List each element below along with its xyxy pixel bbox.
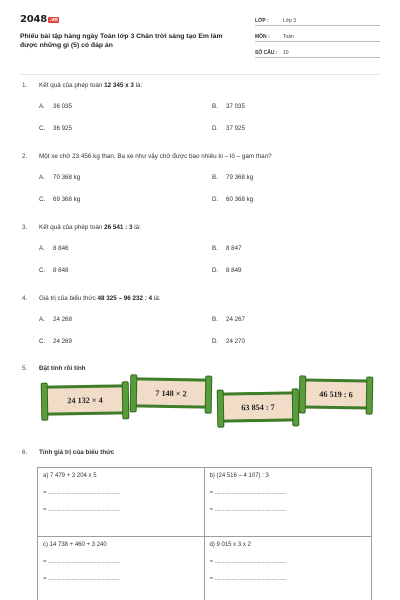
meta-value: 10: [283, 50, 289, 56]
question-number: 4.: [22, 295, 28, 302]
question-number: 3.: [22, 224, 28, 231]
scroll-card: 46 519 : 6: [304, 378, 369, 409]
meta-label: SỐ CÂU :: [255, 50, 278, 56]
logo-text: 2048: [20, 14, 48, 25]
option-a[interactable]: A. 70 368 kg: [39, 174, 81, 181]
question-text: Kết quả của phép toán: [39, 224, 103, 231]
question-text: Một xe chở 23 456 kg than. Ba xe như vậy chở được bao nhiêu ki – lô – gam than?: [39, 153, 272, 160]
question-5: [22, 365, 378, 372]
expression-table: [37, 467, 372, 600]
question-number: 6.: [22, 449, 28, 456]
question-number: 1.: [22, 82, 28, 89]
option-a[interactable]: A. 24 268: [39, 316, 72, 323]
option-d[interactable]: D. 60 368 kg: [212, 196, 254, 203]
option-d[interactable]: D. 24 270: [212, 338, 245, 345]
question-stem: [22, 295, 378, 302]
option-c[interactable]: C. 69 368 kg: [39, 196, 81, 203]
question-2: [22, 153, 378, 203]
question-expression: 26 541 : 3: [104, 224, 133, 231]
option-c[interactable]: C. 8 848: [39, 267, 69, 274]
table-cell-d: [205, 537, 372, 600]
question-suffix: là:: [135, 82, 143, 89]
answer-line[interactable]: = ...........................................: [209, 559, 287, 565]
question-stem: [22, 153, 378, 160]
table-cell-b: [205, 468, 372, 536]
question-stem: [22, 365, 378, 372]
meta-label: MÔN :: [255, 34, 270, 40]
option-d[interactable]: D. 8 849: [212, 267, 242, 274]
header-divider: [20, 74, 380, 75]
meta-row-subject: [255, 30, 380, 42]
scroll-card: 63 854 : 7: [222, 391, 295, 422]
question-suffix: là:: [153, 295, 161, 302]
question-expression: 12 345 x 3: [104, 82, 134, 89]
question-text: Tính giá trị của biểu thức: [39, 449, 115, 456]
site-logo[interactable]: [20, 14, 59, 25]
option-b[interactable]: B. 8 847: [212, 245, 242, 252]
meta-info: [255, 14, 380, 62]
meta-row-class: [255, 14, 380, 26]
question-suffix: là:: [134, 224, 141, 231]
scroll-card: 7 148 × 2: [135, 377, 208, 408]
meta-label: LỚP :: [255, 18, 269, 24]
option-c[interactable]: C. 36 925: [39, 125, 72, 132]
cell-expression: a) 7 479 + 3 204 x 5: [43, 473, 97, 479]
cell-expression: c) 14 738 + 460 + 3 240: [43, 542, 107, 548]
option-a[interactable]: A. 36 035: [39, 103, 72, 110]
option-b[interactable]: B. 24 267: [212, 316, 245, 323]
table-row: [38, 468, 371, 537]
question-stem: [22, 82, 378, 89]
question-text: Đặt tính rồi tính: [39, 365, 86, 372]
answer-line[interactable]: = ...........................................: [43, 576, 120, 582]
question-text: Kết quả của phép toán: [39, 82, 103, 89]
answer-line[interactable]: = ...........................................: [209, 576, 287, 582]
option-c[interactable]: C. 24 269: [39, 338, 72, 345]
question-number: 5.: [22, 365, 28, 372]
question-text: Giá trị của biểu thức: [39, 295, 96, 302]
option-d[interactable]: D. 37 925: [212, 125, 245, 132]
question-stem: [22, 224, 378, 231]
answer-line[interactable]: = ...........................................: [43, 507, 120, 513]
question-stem: [22, 449, 378, 456]
logo-suffix: .vn: [49, 17, 58, 23]
question-expression: 48 325 – 96 232 : 4: [97, 295, 153, 302]
scroll-card: 24 132 × 4: [46, 384, 125, 415]
meta-row-count: [255, 46, 380, 58]
meta-value: Toán: [283, 34, 294, 40]
scroll-group: [40, 375, 370, 425]
answer-line[interactable]: = ...........................................: [209, 507, 287, 513]
question-number: 2.: [22, 153, 28, 160]
question-1: [22, 82, 378, 132]
table-cell-a: [38, 468, 205, 536]
table-cell-c: [38, 537, 205, 600]
question-4: [22, 295, 378, 345]
question-6: [22, 449, 378, 456]
answer-line[interactable]: = ...........................................: [43, 490, 120, 496]
option-a[interactable]: A. 8 846: [39, 245, 69, 252]
meta-value: Lớp 3: [283, 18, 297, 24]
answer-line[interactable]: = ...........................................: [209, 490, 287, 496]
option-b[interactable]: B. 37 035: [212, 103, 245, 110]
worksheet-header: [20, 14, 380, 68]
table-row: [38, 537, 371, 600]
cell-expression: b) (24 516 – 4 107) : 3: [209, 473, 269, 479]
option-b[interactable]: B. 79 368 kg: [212, 174, 254, 181]
cell-expression: d) 9 015 x 3 x 2: [209, 542, 251, 548]
question-3: [22, 224, 378, 274]
answer-line[interactable]: = ...........................................: [43, 559, 120, 565]
worksheet-title: Phiếu bài tập hàng ngày Toán lớp 3 Chân trời sáng tạo Em làm được những gì (5) có đáp án: [20, 33, 223, 49]
